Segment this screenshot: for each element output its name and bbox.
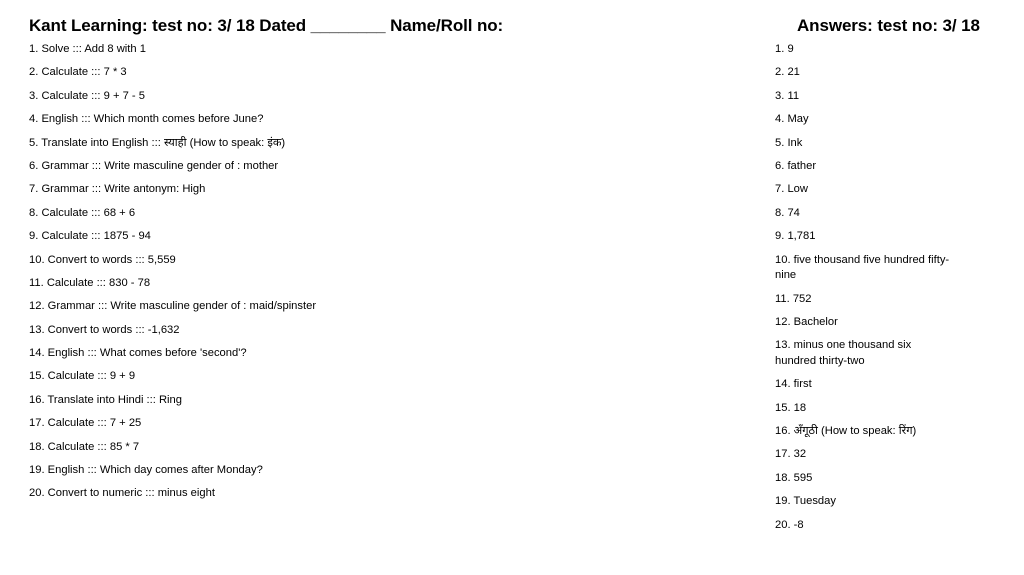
question-item: 2. Calculate ::: 7 * 3 — [29, 66, 127, 79]
answer-item: 10. five thousand five hundred fifty-nine — [775, 253, 950, 282]
question-list — [29, 42, 729, 510]
answers-title: Answers: test no: 3/ 18 — [797, 16, 980, 35]
answer-item: 12. Bachelor — [775, 315, 838, 328]
question-item: 6. Grammar ::: Write masculine gender of : mother — [29, 159, 279, 172]
question-item: 5. Translate into English ::: स्याही (How to speak: इंक) — [29, 136, 286, 149]
question-item: 8. Calculate ::: 68 + 6 — [29, 206, 136, 219]
answer-item: 14. first — [775, 378, 812, 391]
question-item: 17. Calculate ::: 7 + 25 — [29, 417, 142, 430]
question-item: 13. Convert to words ::: -1,632 — [29, 323, 180, 336]
question-item: 10. Convert to words ::: 5,559 — [29, 253, 176, 266]
question-item: 3. Calculate ::: 9 + 7 - 5 — [29, 89, 145, 102]
answer-item: 19. Tuesday — [775, 495, 836, 508]
answer-item: 7. Low — [775, 183, 808, 196]
answer-item: 8. 74 — [775, 206, 800, 219]
answer-list — [775, 42, 975, 541]
answer-item: 11. 752 — [775, 292, 812, 305]
answer-item: 4. May — [775, 113, 809, 126]
question-item: 20. Convert to numeric ::: minus eight — [29, 487, 215, 500]
question-item: 7. Grammar ::: Write antonym: High — [29, 183, 206, 196]
answer-item: 15. 18 — [775, 401, 807, 414]
question-item: 18. Calculate ::: 85 * 7 — [29, 440, 140, 453]
answer-item: 20. -8 — [775, 518, 804, 531]
question-item: 9. Calculate ::: 1875 - 94 — [29, 230, 151, 243]
answer-item: 5. Ink — [775, 136, 803, 149]
answer-item: 16. अँगूठी (How to speak: रिंग) — [775, 425, 917, 438]
question-item: 16. Translate into Hindi ::: Ring — [29, 393, 182, 406]
answer-item: 3. 11 — [775, 89, 800, 102]
question-item: 11. Calculate ::: 830 - 78 — [29, 276, 151, 289]
test-title: Kant Learning: test no: 3/ 18 Dated ________ Name/Roll no: — [29, 16, 504, 35]
answer-item: 17. 32 — [775, 448, 807, 461]
question-item: 1. Solve ::: Add 8 with 1 — [29, 43, 146, 55]
answer-item: 13. minus one thousand six hundred thirty-two — [775, 339, 912, 367]
question-item: 14. English ::: What comes before 'second'? — [29, 347, 247, 360]
question-item: 12. Grammar ::: Write masculine gender of : maid/spinster — [29, 300, 317, 313]
answer-item: 9. 1,781 — [775, 230, 816, 243]
answer-item: 2. 21 — [775, 66, 800, 79]
question-item: 15. Calculate ::: 9 + 9 — [29, 370, 136, 383]
question-item: 4. English ::: Which month comes before June? — [29, 113, 264, 126]
answer-item: 18. 595 — [775, 471, 813, 484]
answer-item: 6. father — [775, 159, 817, 172]
question-item: 19. English ::: Which day comes after Monday? — [29, 464, 263, 477]
answer-item: 1. 9 — [775, 43, 794, 55]
